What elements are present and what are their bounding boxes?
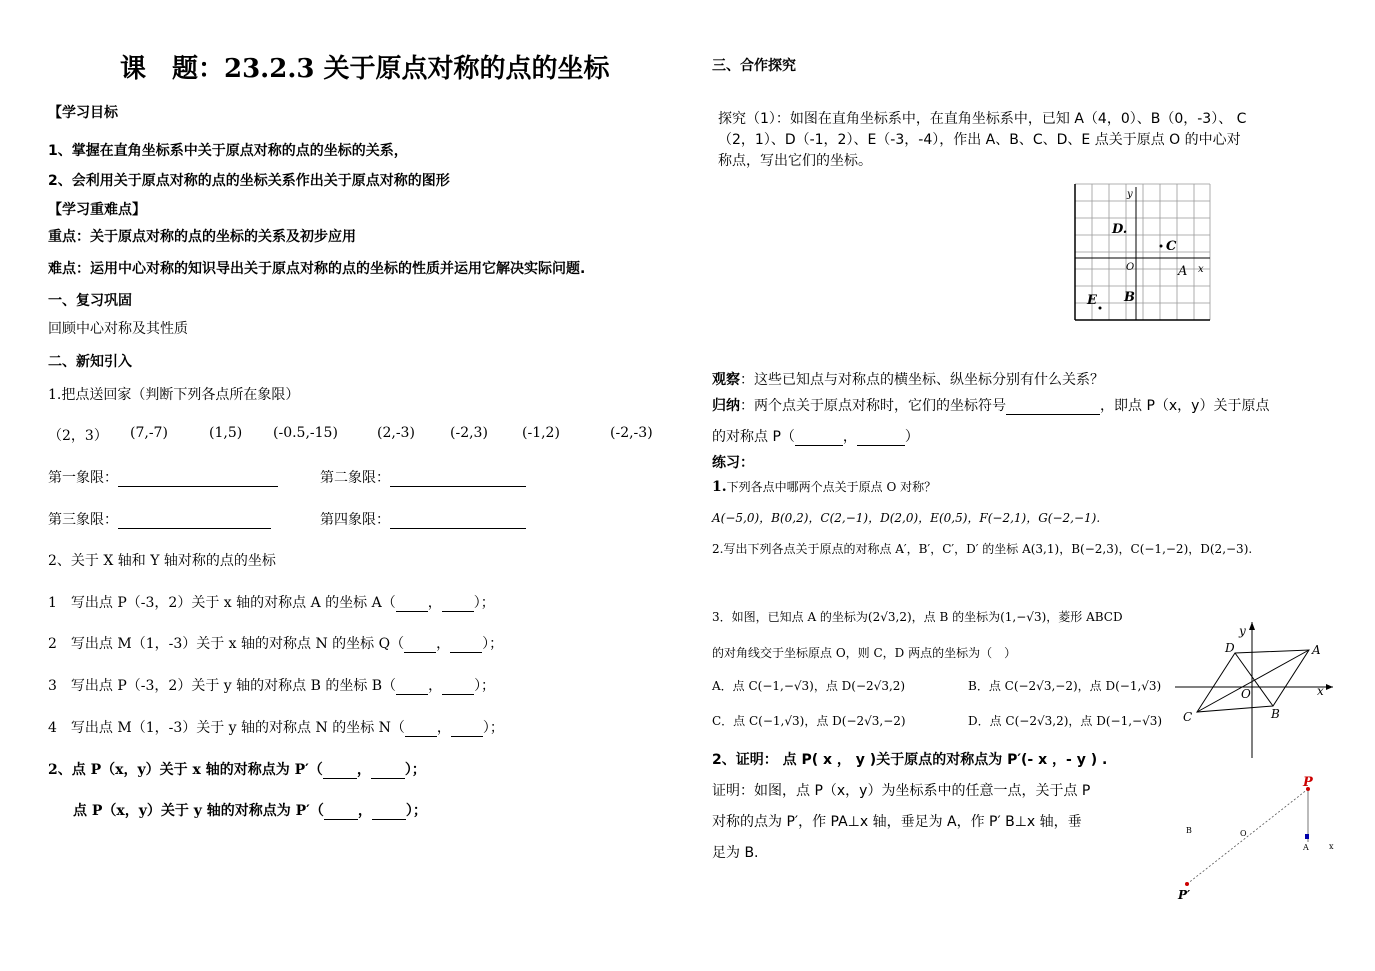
- option-a[interactable]: A．点 C(−1,−√3)，点 D(−2√3,2): [712, 679, 906, 693]
- fig1-point-c: C: [1166, 239, 1177, 254]
- induce-line: 归纳：两个点关于原点对称时，它们的坐标符号 ，即点 P（x，y）关于原点: [712, 398, 1270, 414]
- practice-2: 2.写出下列各点关于原点的对称点 A′，B′，C′，D′ 的坐标 A(3,1)，B(−2,3)，C(−1,−2)，D(2,−3).: [712, 542, 1253, 556]
- induce-blank-y[interactable]: [857, 431, 905, 446]
- option-c[interactable]: C．点 C(−1,√3)，点 D(−2√3,−2): [712, 714, 906, 728]
- section-new: 二、新知引入: [48, 354, 132, 370]
- explore-line-1: 探究（1）：如图在直角坐标系中，在直角坐标系中，已知 A（4，0）、B（0，-3）、 C: [718, 111, 1247, 127]
- exercise-3-blank-x[interactable]: [396, 680, 428, 695]
- fig2-point-a: A: [1312, 643, 1321, 657]
- difficult-point: 难点：运用中心对称的知识导出关于原点对称的点的坐标的性质并运用它解决实际问题.: [48, 261, 586, 277]
- point-3: (1,5): [209, 425, 243, 441]
- quadrant-1-blank[interactable]: [118, 472, 278, 487]
- rule-x-axis: 2、点 P（x，y）关于 x 轴的对称点为 P′（ ， ）；: [48, 762, 426, 778]
- key-point: 重点：关于原点对称的点的坐标的关系及初步应用: [48, 229, 356, 245]
- quadrant-3-label: 第三象限：: [48, 509, 271, 529]
- proof-line-1: 证明：如图，点 P（x，y）为坐标系中的任意一点，关于点 P: [712, 783, 1091, 799]
- observe-line: 观察：这些已知点与对称点的横坐标、纵坐标分别有什么关系？: [712, 372, 1104, 388]
- induce-blank-x[interactable]: [795, 431, 843, 446]
- quadrant-4-blank[interactable]: [390, 514, 526, 529]
- exercise-1-blank-x[interactable]: [396, 597, 428, 612]
- coordinate-grid-figure: [1070, 182, 1215, 324]
- fig1-point-e: E: [1087, 293, 1097, 308]
- proof-line-3: 足为 B.: [712, 845, 759, 861]
- fig1-point-a: A: [1178, 264, 1188, 279]
- point-8: (-2,-3): [610, 425, 653, 441]
- fig3-origin-label: O: [1240, 829, 1247, 838]
- rule-y-blank-y[interactable]: [372, 805, 406, 820]
- rule-y-blank-x[interactable]: [324, 805, 358, 820]
- fig2-point-b: B: [1271, 707, 1280, 721]
- explore-line-2: （2，1）、D（-1，2）、E（-3，-4），作出 A、B、C、D、E 点关于原点 O 的中心对: [718, 132, 1241, 148]
- goal-header: 【学习目标: [48, 105, 118, 121]
- explore-line-3: 称点，写出它们的坐标。: [718, 153, 872, 169]
- point-2: (7,-7): [130, 425, 168, 441]
- quadrant-4-label: 第四象限：: [320, 509, 526, 529]
- option-b[interactable]: B．点 C(−2√3,−2)，点 D(−1,√3): [968, 679, 1162, 693]
- exercise-3: 3 写出点 P（-3，2）关于 y 轴的对称点 B 的坐标 B（ ， ）；: [48, 678, 496, 694]
- practice-3-line-1: 3．如图，已知点 A 的坐标为(2√3,2)，点 B 的坐标为(1,−√3)，菱形 ABCD: [712, 610, 1123, 624]
- practice-3-line-2: 的对角线交于坐标原点 O，则 C，D 两点的坐标为（ ）: [712, 646, 1017, 660]
- point-5: (2,-3): [377, 425, 415, 441]
- fig1-x-label: x: [1198, 264, 1204, 275]
- exercise-4-blank-y[interactable]: [451, 722, 483, 737]
- rule-x-blank-y[interactable]: [371, 764, 405, 779]
- fig2-x-label: x: [1317, 684, 1324, 698]
- exercise-4-blank-x[interactable]: [405, 722, 437, 737]
- fig1-point-b: B: [1124, 290, 1135, 305]
- proof-title: 2、证明： 点 P( x ， y )关于原点的对称点为 P′(- x ，- y ) .: [712, 752, 1108, 768]
- fig3-point-a: A: [1303, 843, 1309, 852]
- fig1-y-label: y: [1127, 189, 1133, 200]
- practice-label: 练习：: [712, 455, 754, 471]
- page-title: 课 题：23.2.3 关于原点对称的点的坐标: [120, 54, 610, 84]
- exercise-1-blank-y[interactable]: [442, 597, 474, 612]
- key-header: 【学习重难点】: [48, 202, 146, 218]
- quadrant-1-label: 第一象限：: [48, 467, 278, 487]
- fig2-point-d: D: [1225, 641, 1235, 655]
- section-explore: 三、合作探究: [712, 58, 796, 74]
- quadrant-3-blank[interactable]: [118, 514, 271, 529]
- quadrant-2-label: 第二象限：: [320, 467, 526, 487]
- point-1: （2，3）: [48, 428, 108, 444]
- fig2-origin-label: O: [1241, 687, 1251, 701]
- point-6: (-2,3): [450, 425, 488, 441]
- rhombus-figure: [1175, 620, 1335, 760]
- practice-1: 1.下列各点中哪两个点关于原点 O 对称？: [712, 479, 937, 495]
- exercise-3-blank-y[interactable]: [442, 680, 474, 695]
- point-7: (-1,2): [522, 425, 560, 441]
- exercise-2: 2 写出点 M（1，-3）关于 x 轴的对称点 N 的坐标 Q（ ， ）；: [48, 636, 504, 652]
- induce-line-2: 的对称点 P（ ， ）: [712, 429, 919, 445]
- exercise-2-blank-x[interactable]: [404, 638, 436, 653]
- rule-x-blank-x[interactable]: [323, 764, 357, 779]
- review-text: 回顾中心对称及其性质: [48, 321, 188, 337]
- fig2-y-label: y: [1239, 624, 1246, 638]
- question-1: 1.把点送回家（判断下列各点所在象限）: [48, 387, 300, 403]
- fig2-point-c: C: [1183, 710, 1193, 724]
- fig3-point-b: B: [1186, 826, 1192, 835]
- fig3-point-p: P: [1303, 775, 1313, 790]
- fig1-origin-label: O: [1126, 262, 1135, 273]
- exercise-4: 4 写出点 M（1，-3）关于 y 轴的对称点 N 的坐标 N（ ， ）；: [48, 720, 504, 736]
- quadrant-2-blank[interactable]: [390, 472, 526, 487]
- section-review: 一、复习巩固: [48, 293, 132, 309]
- fig3-x-label: x: [1329, 842, 1334, 851]
- induce-blank-sign[interactable]: [1006, 400, 1100, 415]
- symmetric-points-figure: [1170, 772, 1340, 904]
- exercise-2-blank-y[interactable]: [450, 638, 482, 653]
- practice-1-points: A(−5,0)，B(0,2)，C(2,−1)，D(2,0)，E(0,5)，F(−2,1)，G(−2,−1).: [712, 511, 1101, 525]
- point-4: (-0.5,-15): [273, 425, 338, 441]
- goal-1: 1、掌握在直角坐标系中关于原点对称的点的坐标的关系，: [48, 143, 408, 159]
- question-2: 2、关于 X 轴和 Y 轴对称的点的坐标: [48, 553, 276, 569]
- fig3-point-p-prime: P′: [1178, 888, 1191, 902]
- fig1-point-d: D.: [1112, 222, 1128, 237]
- option-d[interactable]: D．点 C(−2√3,2)，点 D(−1,−√3): [968, 714, 1163, 728]
- goal-2: 2、会利用关于原点对称的点的坐标关系作出关于原点对称的图形: [48, 173, 450, 189]
- rule-y-axis: 点 P（x，y）关于 y 轴的对称点为 P′（ ， ）；: [73, 803, 427, 819]
- proof-line-2: 对称的点为 P′，作 PA⊥x 轴，垂足为 A，作 P′ B⊥x 轴，垂: [712, 814, 1082, 830]
- exercise-1: 1 写出点 P（-3，2）关于 x 轴的对称点 A 的坐标 A（ ， ）；: [48, 595, 495, 611]
